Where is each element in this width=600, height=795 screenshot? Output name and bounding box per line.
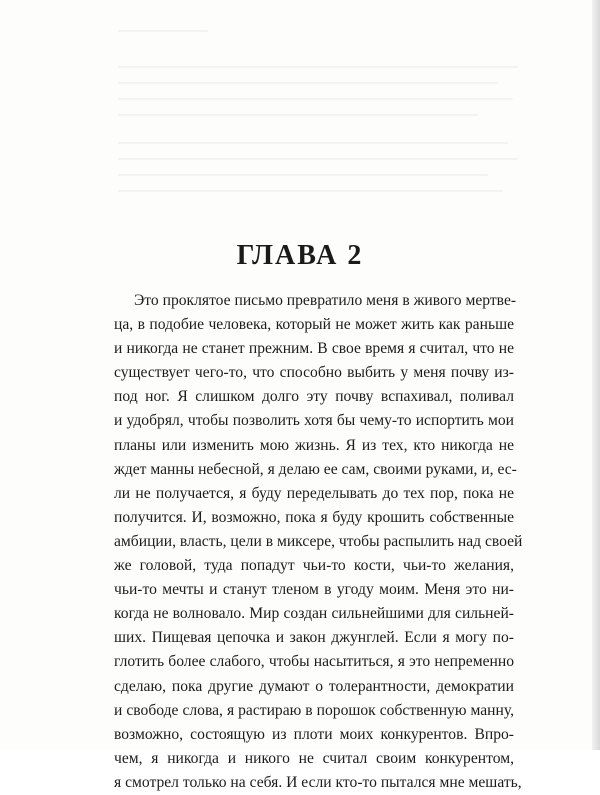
text-line: чьи-то мечты и станут тленом в угоду моим. Меня это ни- (114, 581, 514, 599)
text-line: когда не волновало. Мир создан сильнейшими для сильней- (114, 605, 514, 623)
text-line: и никогда не станет прежним. В свое время я считал, что не (114, 340, 514, 358)
text-line: планы или изменить мою жизнь. Я из тех, кто никогда не (114, 436, 514, 454)
text-line: под ног. Я слишком долго эту почву вспахивал, поливал (114, 388, 514, 406)
text-line: ждет манны небесной, я делаю ее сам, своими руками, и, ес- (114, 460, 517, 478)
text-line: ца, в подобие человека, который не может жить как раньше (114, 316, 514, 334)
text-line: существует чего-то, что способно выбить у меня почву из- (114, 364, 514, 382)
text-line: я смотрел только на себя. И если кто-то пытался мне мешать, (114, 773, 522, 791)
text-line: и удобрял, чтобы позволить хотя бы чему-то испортить мои (114, 412, 514, 430)
text-line: Это проклятое письмо превратило меня в живого мертве- (134, 292, 517, 309)
chapter-title: ГЛАВА 2 (236, 240, 364, 271)
text-line: же головой, туда попадут чьи-то кости, чьи-то желания, (114, 557, 514, 575)
text-line: амбиции, власть, цели в миксере, чтобы распылить над своей (114, 532, 523, 550)
text-line: возможно, состоящую из плоти моих конкурентов. Впро- (114, 725, 514, 743)
text-line: ли не получается, я буду переделывать до тех пор, пока не (114, 484, 514, 502)
text-line: ших. Пищевая цепочка и закон джунглей. Если я могу по- (114, 629, 514, 647)
text-line: сделаю, пока другие думают о толерантности, демократии (114, 677, 514, 695)
text-line: глотить более слабого, чтобы насытиться, я это непременно (114, 653, 514, 671)
text-line: чем, я никогда и никого не считал своим конкурентом, (114, 749, 514, 767)
text-line: получится. И, возможно, пока я буду крошить собственные (114, 508, 514, 526)
text-line: и свободе слова, я растираю в порошок собственную манну, (114, 701, 514, 719)
page-edge-shadow (592, 0, 600, 750)
show-through-text (118, 22, 518, 207)
chapter-body (114, 289, 523, 795)
